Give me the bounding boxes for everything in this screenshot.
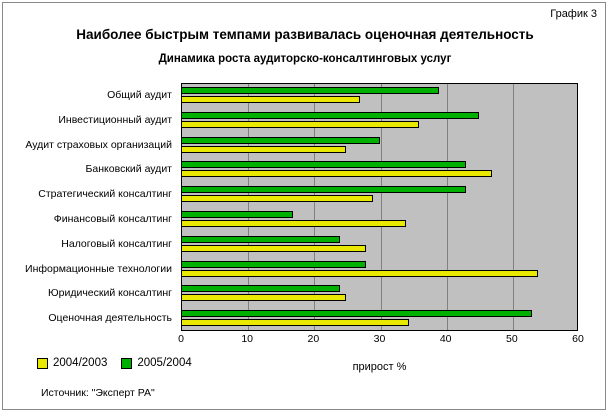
bar-2005-2004	[181, 236, 340, 243]
category-label: Финансовый консалтинг	[53, 212, 172, 225]
category-label: Банковский аудит	[85, 163, 172, 176]
x-axis-label: прирост %	[352, 361, 407, 373]
bar-2004-2003	[181, 270, 538, 277]
bar-2004-2003	[181, 220, 406, 227]
chart-legend	[37, 357, 192, 369]
bar-2004-2003	[181, 146, 346, 153]
bar-group	[181, 207, 578, 232]
bar-group	[181, 83, 578, 108]
bars-container	[181, 83, 578, 331]
chart-frame	[2, 2, 606, 410]
bar-group	[181, 157, 578, 182]
chart-subtitle: Динамика роста аудиторско-консалтинговых услуг	[158, 53, 452, 65]
bar-2005-2004	[181, 161, 466, 168]
x-tick-label: 40	[439, 333, 452, 345]
bar-2005-2004	[181, 87, 439, 94]
bar-2005-2004	[181, 261, 366, 268]
bar-2005-2004	[181, 112, 479, 119]
x-tick-label: 0	[178, 333, 184, 345]
category-label: Стратегический консалтинг	[38, 188, 172, 201]
legend-label: 2004/2003	[53, 357, 108, 369]
bar-group	[181, 281, 578, 306]
legend-swatch-icon	[37, 358, 48, 369]
bar-2005-2004	[181, 211, 293, 218]
x-tick-label: 10	[241, 333, 253, 345]
x-tick-label: 50	[505, 333, 518, 345]
legend-label: 2005/2004	[137, 357, 192, 369]
legend-item	[121, 357, 191, 369]
category-label: Инвестиционный аудит	[58, 113, 172, 126]
bar-2005-2004	[181, 310, 532, 317]
bar-2004-2003	[181, 195, 373, 202]
bar-group	[181, 306, 578, 331]
x-axis-ticks	[178, 333, 584, 347]
bar-2004-2003	[181, 319, 409, 326]
bar-2005-2004	[181, 186, 466, 193]
bar-group	[181, 182, 578, 207]
legend-swatch-icon	[121, 358, 132, 369]
bar-2005-2004	[181, 285, 340, 292]
x-tick-label: 20	[307, 333, 320, 345]
category-label: Общий аудит	[107, 89, 172, 101]
bar-2004-2003	[181, 294, 346, 301]
category-label: Налоговый консалтинг	[61, 237, 172, 250]
bar-2004-2003	[181, 121, 419, 128]
x-tick-label: 60	[572, 333, 584, 345]
category-label: Оценочная деятельность	[48, 312, 172, 325]
bar-group	[181, 257, 578, 282]
legend-item	[37, 357, 107, 369]
category-label: Аудит страховых организаций	[25, 138, 172, 151]
bar-2005-2004	[181, 137, 380, 144]
bar-2004-2003	[181, 96, 360, 103]
category-label: Юридический консалтинг	[48, 287, 172, 300]
bar-group	[181, 133, 578, 158]
category-axis-labels	[3, 83, 177, 331]
bar-group	[181, 108, 578, 133]
source-note: Источник: "Эксперт РА"	[41, 387, 155, 399]
x-tick-label: 30	[373, 333, 386, 345]
category-label: Информационные технологии	[25, 262, 172, 275]
bar-2004-2003	[181, 245, 366, 252]
bar-2004-2003	[181, 170, 492, 177]
chart-number-label: График 3	[550, 8, 597, 20]
bar-group	[181, 232, 578, 257]
chart-title: Наиболее быстрым темпами развивалась оценочная деятельность	[76, 27, 534, 42]
